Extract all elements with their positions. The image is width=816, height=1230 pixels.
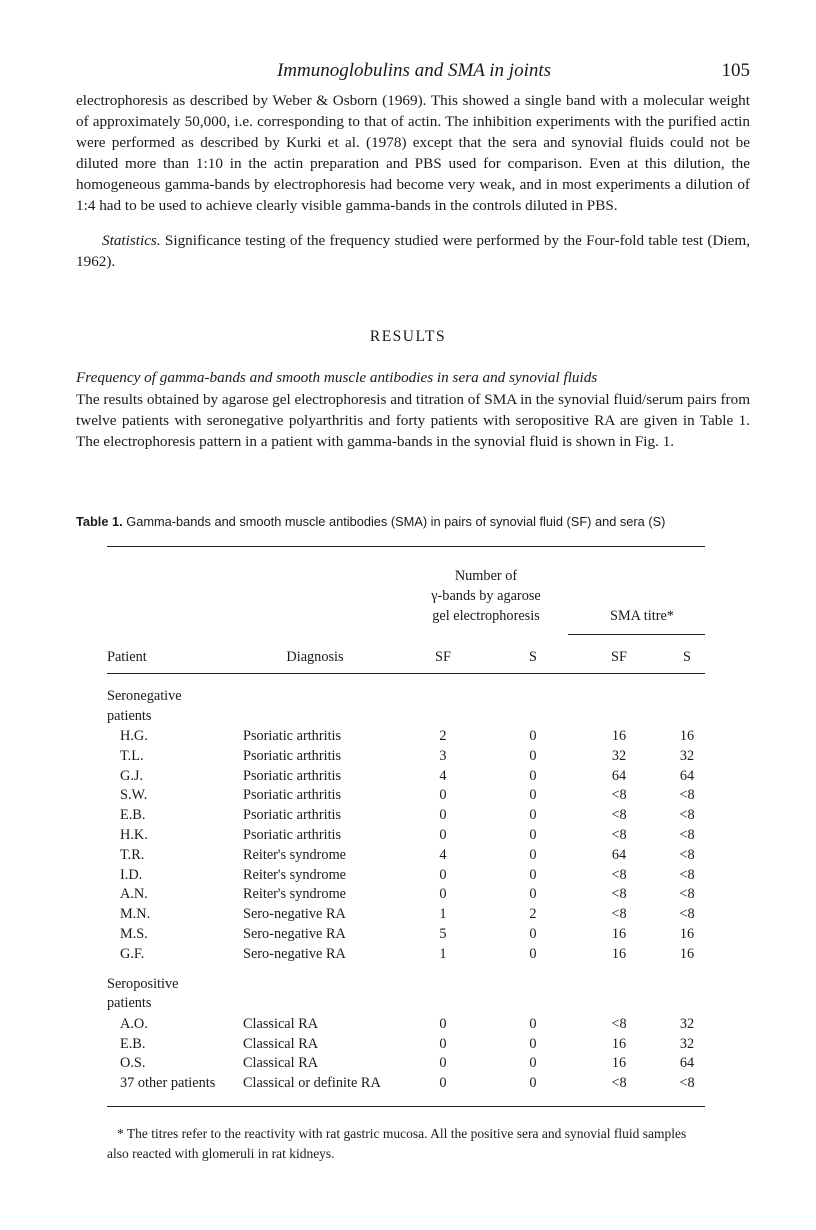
cell-bands-sf: 0 (439, 1035, 447, 1052)
cell-bands-s: 0 (529, 827, 537, 843)
cell-bands-s: 0 (529, 886, 537, 903)
cell-sma-sf: 16 (611, 926, 627, 942)
cell-sma-s: 64 (679, 767, 695, 784)
cell-sma-sf: <8 (611, 886, 627, 903)
cell-sma-sf: 16 (611, 945, 627, 962)
cell-sma-sf: <8 (611, 1016, 627, 1032)
cell-patient: 37 other patients (120, 1074, 216, 1091)
cell-sma-sf: 16 (611, 1035, 627, 1052)
cell-diagnosis: Reiter's syndrome (243, 866, 347, 883)
cell-sma-s: <8 (679, 886, 695, 903)
cell-sma-s: <8 (679, 807, 695, 824)
subsection-heading: Frequency of gamma-bands and smooth muscle antibodies in sera and synovial fluids (76, 369, 598, 386)
cell-sma-s: <8 (679, 1074, 695, 1091)
cell-bands-sf: 5 (439, 926, 447, 942)
cell-sma-s: 16 (679, 945, 695, 962)
cell-bands-sf: 0 (439, 1055, 447, 1072)
cell-sma-s: <8 (679, 827, 695, 843)
cell-bands-s: 0 (529, 747, 537, 764)
cell-patient: A.O. (120, 1016, 148, 1032)
cell-diagnosis: Psoriatic arthritis (243, 767, 342, 784)
group-label-seropositive: Seropositive (107, 976, 179, 992)
cell-patient: M.S. (120, 926, 148, 942)
cell-patient: E.B. (120, 807, 146, 824)
col-header-diagnosis: Diagnosis (286, 649, 344, 665)
table-caption-text: Gamma-bands and smooth muscle antibodies (SMA) in pairs of synovial fluid (SF) and sera (S) (122, 514, 666, 529)
cell-sma-sf: 32 (611, 747, 627, 764)
cell-sma-sf: <8 (611, 866, 627, 883)
cell-bands-s: 0 (529, 767, 537, 784)
cell-bands-s: 0 (529, 866, 537, 883)
cell-sma-sf: <8 (611, 827, 627, 843)
cell-diagnosis: Psoriatic arthritis (243, 728, 342, 744)
cell-bands-s: 0 (529, 1016, 537, 1032)
cell-sma-sf: 64 (611, 846, 627, 863)
cell-patient: T.R. (120, 846, 145, 863)
cell-diagnosis: Classical or definite RA (243, 1074, 381, 1091)
cell-bands-s: 0 (529, 926, 537, 942)
sma-titre-header: SMA titre* (610, 608, 674, 624)
col-header-patient: Patient (107, 649, 147, 665)
cell-bands-sf: 0 (439, 866, 447, 883)
cell-diagnosis: Reiter's syndrome (243, 886, 347, 903)
group-label-seropositive-2: patients (107, 995, 152, 1011)
cell-sma-s: 32 (679, 1016, 695, 1032)
cell-sma-sf: <8 (611, 1074, 627, 1091)
cell-sma-s: <8 (679, 846, 695, 863)
cell-patient: G.F. (120, 945, 145, 962)
cell-sma-s: <8 (679, 906, 695, 923)
statistics-text: Significance testing of the frequency studied were performed by the Four-fold table test (Diem, 1962). (76, 232, 750, 270)
cell-diagnosis: Classical RA (243, 1055, 319, 1072)
cell-bands-sf: 0 (439, 787, 447, 804)
cell-sma-sf: 16 (611, 1055, 627, 1072)
cell-patient: E.B. (120, 1035, 146, 1052)
cell-diagnosis: Psoriatic arthritis (243, 807, 342, 824)
cell-diagnosis: Psoriatic arthritis (243, 747, 342, 764)
cell-bands-s: 0 (529, 846, 537, 863)
cell-diagnosis: Sero-negative RA (243, 906, 346, 923)
cell-bands-s: 2 (529, 906, 537, 923)
cell-diagnosis: Sero-negative RA (243, 945, 346, 962)
cell-bands-s: 0 (529, 728, 537, 744)
cell-patient: M.N. (120, 906, 151, 923)
cell-bands-sf: 0 (439, 807, 447, 824)
cell-bands-sf: 0 (439, 827, 447, 843)
cell-sma-s: 32 (679, 1035, 695, 1052)
paragraph-results: The results obtained by agarose gel electrophoresis and titration of SMA in the synovial fluid/serum pairs from twelve patients with seronegative polyarthritis and forty patients with seropositive RA are given in Table 1. The electrophoresis pattern in a patient with gamma-bands in the synovial fluid is shown in Fig. 1. (76, 391, 751, 450)
cell-diagnosis: Psoriatic arthritis (243, 827, 342, 843)
running-title: Immunoglobulins and SMA in joints (276, 60, 552, 81)
group-header-line-2: γ-bands by agarose (431, 588, 541, 604)
cell-bands-sf: 0 (439, 886, 447, 903)
page-number: 105 (721, 60, 750, 81)
cell-patient: H.G. (120, 728, 148, 744)
cell-sma-s: <8 (679, 866, 695, 883)
cell-diagnosis: Psoriatic arthritis (243, 787, 342, 804)
cell-patient: G.J. (120, 767, 144, 784)
cell-sma-sf: 64 (611, 767, 627, 784)
statistics-label: Statistics. (102, 232, 161, 249)
col-header-bands-s: S (529, 649, 537, 665)
group-label-seronegative: Seronegative (107, 688, 182, 704)
cell-bands-sf: 2 (439, 728, 447, 744)
col-header-sma-sf: SF (611, 649, 627, 665)
cell-bands-s: 0 (529, 1055, 537, 1072)
cell-patient: A.N. (120, 886, 148, 903)
cell-bands-sf: 1 (439, 906, 447, 923)
cell-sma-sf: <8 (611, 807, 627, 824)
table-footnote: * The titres refer to the reactivity with rat gastric mucosa. All the positive sera and synovial fluid samples also reacted with glomeruli in rat kidneys. (107, 1126, 687, 1161)
cell-sma-s: 64 (679, 1055, 695, 1072)
cell-patient: O.S. (120, 1055, 146, 1072)
cell-bands-sf: 0 (439, 1016, 447, 1032)
group-label-seronegative-2: patients (107, 708, 152, 724)
cell-sma-sf: <8 (611, 787, 627, 804)
cell-sma-s: 16 (679, 728, 695, 744)
cell-bands-sf: 4 (439, 846, 447, 863)
cell-sma-s: 32 (679, 747, 695, 764)
group-header-line-3: gel electrophoresis (432, 608, 540, 624)
cell-patient: S.W. (120, 787, 148, 804)
cell-diagnosis: Sero-negative RA (243, 926, 346, 942)
cell-bands-s: 0 (529, 787, 537, 804)
cell-diagnosis: Classical RA (243, 1016, 319, 1032)
cell-sma-sf: <8 (611, 906, 627, 923)
cell-patient: I.D. (120, 866, 143, 883)
cell-patient: H.K. (120, 827, 148, 843)
table-caption-label: Table 1. (76, 514, 123, 529)
cell-sma-s: <8 (679, 787, 695, 804)
section-heading-results: RESULTS (369, 328, 447, 345)
cell-bands-sf: 4 (439, 767, 447, 784)
cell-sma-sf: 16 (611, 728, 627, 744)
cell-bands-sf: 1 (439, 945, 447, 962)
col-header-bands-sf: SF (435, 649, 451, 665)
col-header-sma-s: S (683, 649, 691, 665)
group-header-line-1: Number of (454, 568, 518, 584)
paragraph-methods-continued: electrophoresis as described by Weber & Osborn (1969). This showed a single band with a molecular weight of approximately 50,000, i.e. corresponding to that of actin. The inhibition experiments with the purified actin were performed as described by Kurki et al. (1978) except that the sera and synovial fluids could not be diluted more than 1:10 in the actin preparation and PBS used for comparison. Even at this dilution, the homogeneous gamma-bands by electrophoresis had become very weak, and in most experiments a dilution of 1:4 had to be used to achieve clearly visible gamma-bands in the controls diluted in PBS. (76, 92, 750, 214)
cell-diagnosis: Classical RA (243, 1035, 319, 1052)
cell-bands-s: 0 (529, 1074, 537, 1091)
cell-bands-sf: 3 (439, 747, 447, 764)
cell-patient: T.L. (120, 747, 144, 764)
cell-sma-s: 16 (679, 926, 695, 942)
cell-diagnosis: Reiter's syndrome (243, 846, 347, 863)
cell-bands-s: 0 (529, 807, 537, 824)
cell-bands-s: 0 (529, 945, 537, 962)
cell-bands-sf: 0 (439, 1074, 447, 1091)
cell-bands-s: 0 (529, 1035, 537, 1052)
